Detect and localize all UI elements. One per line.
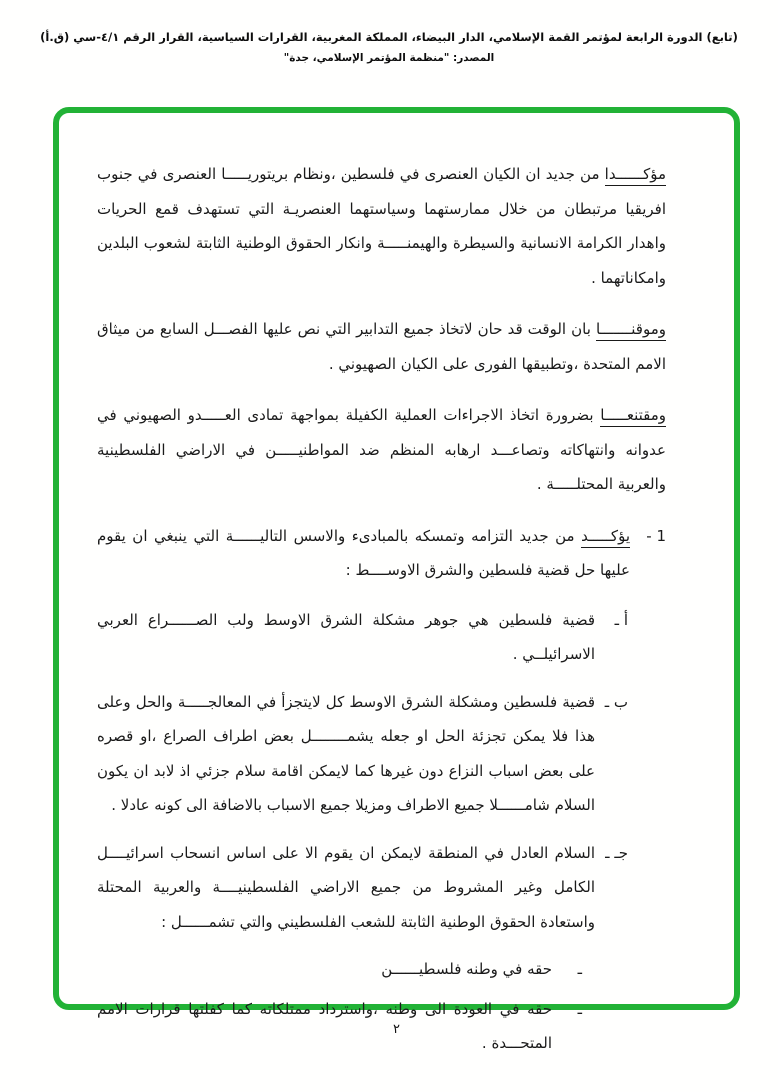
preamble-paragraph (97, 157, 666, 295)
subitem-letter: أ ـ (614, 610, 628, 629)
subitem-letter: ب ـ (604, 692, 628, 711)
dash-item-text: حقه في العودة الى وطنه ،واسترداد ممتلكاته كما كفلتها قرارات الامم المتحـــدة . (97, 999, 552, 1052)
green-border-frame (53, 107, 740, 1052)
paragraph-text: بضرورة اتخاذ الاجراءات العملية الكفيلة بمواجهة تمادى العـــــدو الصهيوني في عدوانه وانتهاكاته وتصاعـــد ارهابه المنظم ضد المواطنيـــــن في الاراضي الفلسطينية والعربية المحتلـــــة . (97, 406, 666, 493)
dash-item (97, 952, 582, 987)
underlined-lead-word: يؤكـــــد (581, 527, 630, 548)
subitem-j (97, 836, 628, 940)
preamble-paragraph (97, 312, 666, 381)
underlined-lead-word: مؤكــــــدا (605, 165, 666, 186)
subitem-text: قضية فلسطين ومشكلة الشرق الاوسط كل لايتجزأ في المعالجـــــة والحل وعلى هذا فلا يمكن تجزئة الحل او جعله يشمــــــــل بعض اطراف الصراع ،او قصره على بعض اسباب النزاع دون غيرها كما لايمكن اقامة سلام جزئي اذ لابد ان يكون السلام شامــــــلا جميع الاطراف ومزيلا جميع الاسباب بالاضافة الى كونه عادلا . (97, 692, 595, 814)
paragraph-text: من جديد ان الكيان العنصرى في فلسطين ،ونظام بريتوريـــــا العنصرى في جنوب افريقيا مرتبطان من خلال ممارستهما وسياستهما العنصريـة التي تستهدف قمع الحريات واهدار الكرامة الانسانية والسيطرة والهيمنـــــة وانكار الحقوق الوطنية الثابتة لشعوب البلدين وامكاناتهما . (97, 165, 666, 287)
dash-marker: ـ (577, 960, 582, 978)
dash-marker: ـ (577, 999, 582, 1018)
paragraph-text: من جديد التزامه وتمسكه بالمبادىء والاسس التاليــــــة التي ينبغي ان يقوم عليها حل قضية فلسطين والشرق الاوســــط : (97, 526, 630, 579)
underlined-lead-word: وموقنـــــــا (596, 320, 666, 341)
dash-item-text: حقه في وطنه فلسطيــــــن (381, 960, 552, 978)
page-number: ٢ (393, 1022, 400, 1037)
item-text (97, 519, 630, 588)
paragraph-text: بان الوقت قد حان لاتخاذ جميع التدابير التي نص عليها الفصـــل السابع من ميثاق الامم المتحدة ،وتطبيقها الفورى على الكيان الصهيوني . (97, 320, 666, 373)
subitem-b (97, 685, 628, 823)
document-header (30, 30, 748, 64)
document-body (97, 157, 666, 1052)
subitem-letter: جـ ـ (605, 843, 628, 862)
numbered-item-1 (97, 519, 666, 588)
preamble-paragraph (97, 398, 666, 502)
underlined-lead-word: ومقتنعـــــا (600, 406, 666, 427)
item-number: 1 - (646, 526, 666, 545)
subitem-a (97, 603, 628, 672)
subitem-text: قضية فلسطين هي جوهر مشكلة الشرق الاوسط ولب الصــــــراع العربي الاسرائيلــي . (97, 610, 595, 663)
subitem-text: السلام العادل في المنطقة لايمكن ان يقوم الا على اساس انسحاب اسرائيــــل الكامل وغير المشروط من جميع الاراضي الفلسطينيــــة والعربية المحتلة واستعادة الحقوق الوطنية الثابتة للشعب الفلسطيني والتي تشمــــــل : (97, 843, 595, 931)
header-source-line: المصدر: "منظمة المؤتمر الإسلامي، جدة" (283, 52, 495, 64)
header-citation-line: (تابع) الدورة الرابعة لمؤتمر القمة الإسلامي، الدار البيضاء، المملكة المغربية، القرارات السياسية، القرار الرقم ٤/١-سي (ق.أ) (40, 30, 738, 44)
